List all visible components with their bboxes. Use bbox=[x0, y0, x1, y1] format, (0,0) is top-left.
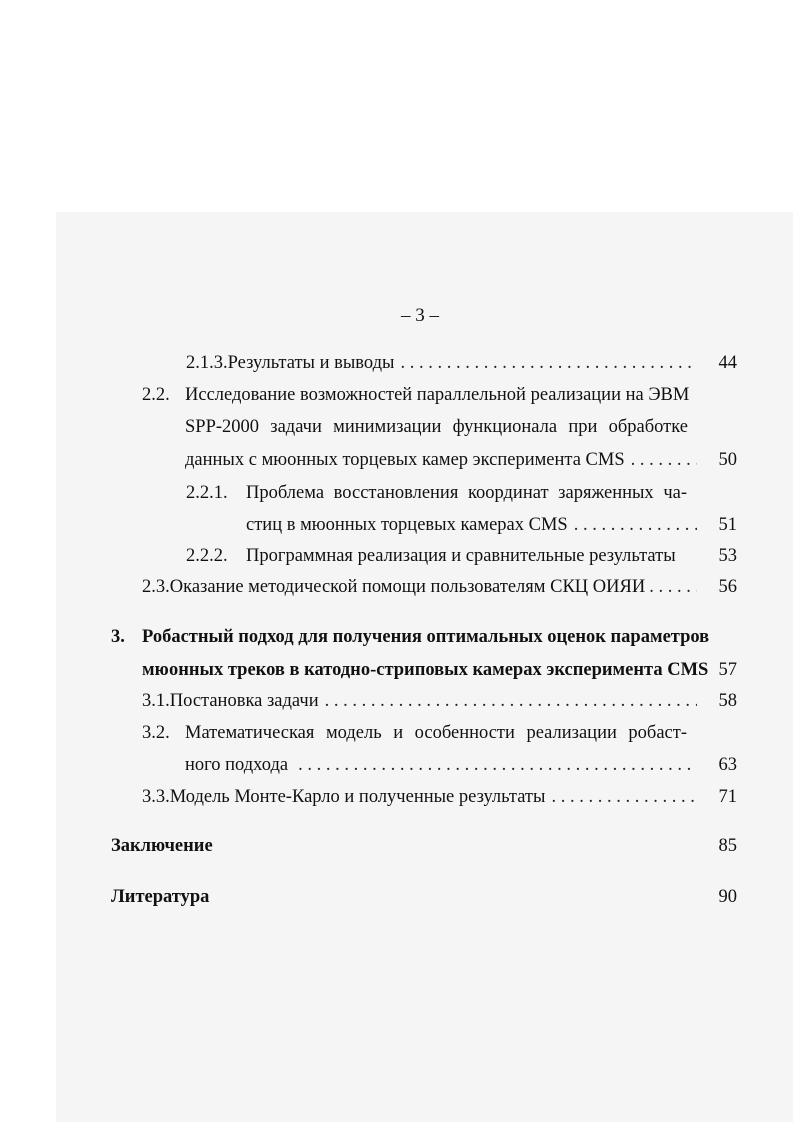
toc-page: 50 bbox=[718, 450, 737, 470]
toc-title: Постановка задачи bbox=[169, 691, 319, 711]
toc-page: 71 bbox=[718, 787, 737, 807]
toc-number: 2.2.2. bbox=[186, 546, 228, 566]
toc-title-line-1: Робастный подход для получения оптимальных оценок параметров bbox=[142, 627, 710, 647]
toc-title: Результаты и выводы bbox=[227, 353, 395, 373]
toc-number: 2.1.3. bbox=[186, 353, 228, 373]
toc-title-line-2: мюонных треков в катодно-стриповых камерах эксперимента CMS bbox=[142, 660, 709, 680]
toc-title: Заключение bbox=[111, 836, 213, 856]
toc-title-line-1: Проблема восстановления координат заряженных ча- bbox=[246, 483, 687, 503]
toc-leader-dots bbox=[645, 576, 697, 598]
toc-leader-dots bbox=[319, 690, 697, 712]
toc-entry-2-2-line-1[interactable] bbox=[142, 384, 742, 406]
toc-number: 3.3. bbox=[142, 787, 170, 807]
toc-leader-dots bbox=[568, 514, 697, 536]
page-number: – 3 – bbox=[401, 305, 439, 326]
toc-page: 90 bbox=[718, 887, 737, 907]
toc-title: Программная реализация и сравнительные результаты bbox=[246, 546, 676, 566]
toc-entry-3-line-1[interactable] bbox=[111, 626, 711, 648]
toc-entry-3-1[interactable] bbox=[142, 690, 737, 712]
toc-entry-3-2-line-1[interactable] bbox=[142, 722, 697, 744]
toc-leader-dots bbox=[394, 352, 697, 374]
toc-page: 85 bbox=[718, 836, 737, 856]
toc-page: 51 bbox=[718, 515, 737, 535]
toc-entry-2-2-1-line-1[interactable] bbox=[186, 482, 696, 504]
toc-number: 3.1. bbox=[142, 691, 170, 711]
toc-number: 2.2.1. bbox=[186, 483, 228, 503]
toc-title-line-3: данных с мюонных торцевых камер эксперимента CMS bbox=[185, 450, 625, 470]
toc-entry-literature[interactable] bbox=[111, 886, 737, 908]
toc-title: Модель Монте-Карло и полученные результаты bbox=[169, 787, 546, 807]
toc-number: 3. bbox=[111, 627, 125, 647]
toc-entry-conclusion[interactable] bbox=[111, 835, 737, 857]
toc-page: 44 bbox=[718, 353, 737, 373]
toc-page: 56 bbox=[718, 577, 737, 597]
toc-page: 58 bbox=[718, 691, 737, 711]
toc-entry-2-1-3[interactable] bbox=[186, 352, 737, 374]
toc-leader-dots bbox=[625, 449, 697, 471]
toc-entry-2-3[interactable] bbox=[142, 576, 737, 598]
toc-entry-3-2-line-2[interactable] bbox=[185, 754, 737, 776]
toc-entry-2-2-1-line-2[interactable] bbox=[246, 514, 737, 536]
toc-title-line-2: ного подхода bbox=[185, 755, 289, 775]
toc-leader-dots bbox=[288, 754, 697, 776]
toc-page: 63 bbox=[718, 755, 737, 775]
toc-number: 2.2. bbox=[142, 385, 170, 405]
toc-entry-2-2-line-2[interactable] bbox=[185, 416, 693, 438]
toc-entry-2-2-line-3[interactable] bbox=[185, 449, 737, 471]
toc-entry-3-line-2[interactable] bbox=[142, 659, 737, 681]
toc-entry-2-2-2[interactable] bbox=[186, 545, 737, 567]
toc-title: Оказание методической помощи пользователям СКЦ ОИЯИ bbox=[169, 577, 646, 597]
toc-number: 2.3. bbox=[142, 577, 170, 597]
toc-title-line-2: SPP-2000 задачи минимизации функционала при обработке bbox=[185, 417, 688, 437]
toc-title-line-1: Исследование возможностей параллельной реализации на ЭВМ bbox=[185, 385, 690, 405]
toc-number: 3.2. bbox=[142, 723, 170, 743]
toc-page: 57 bbox=[718, 660, 737, 680]
toc-title-line-2: стиц в мюонных торцевых камерах CMS bbox=[246, 515, 568, 535]
toc-page: 53 bbox=[718, 546, 737, 566]
toc-title-line-1: Математическая модель и особенности реализации робаст- bbox=[185, 723, 687, 743]
toc-leader-dots bbox=[545, 786, 697, 808]
toc-title: Литература bbox=[111, 887, 210, 907]
toc-entry-3-3[interactable] bbox=[142, 786, 737, 808]
